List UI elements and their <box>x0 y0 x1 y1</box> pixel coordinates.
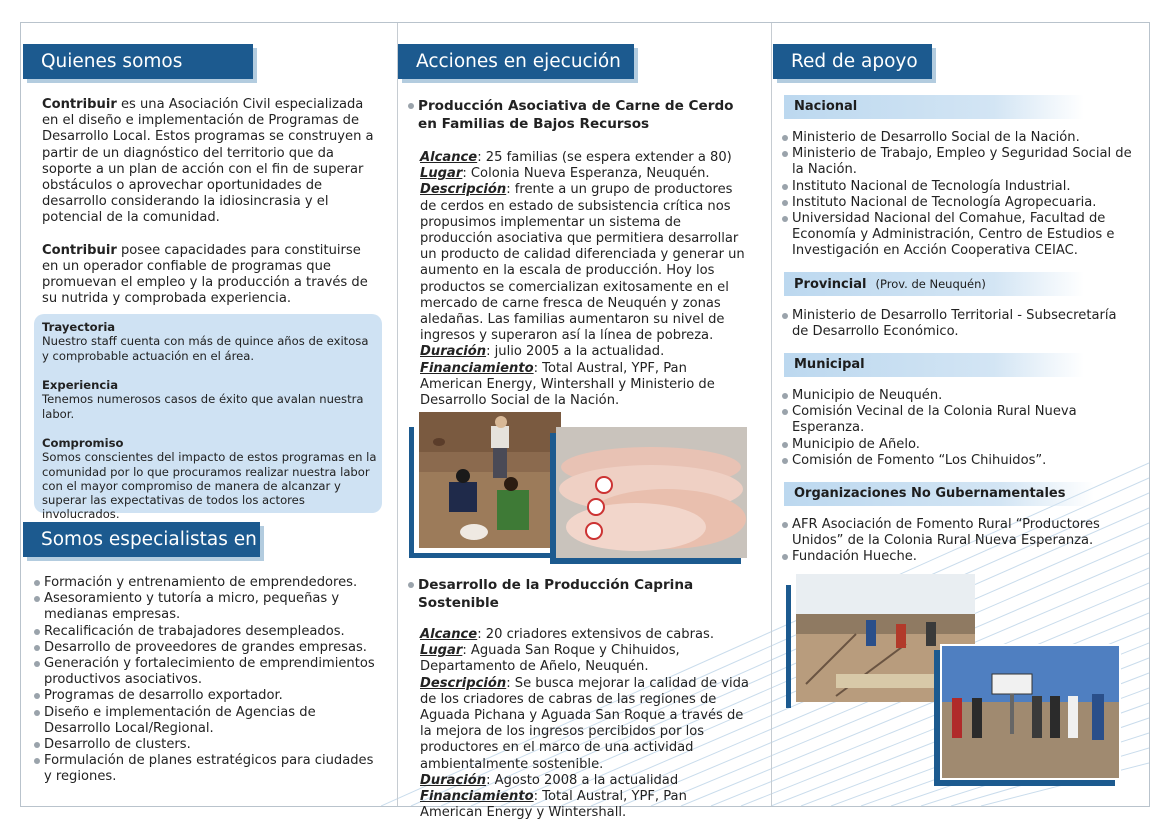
value-title: Experiencia <box>42 378 119 392</box>
provincial-subheading: Provincial (Prov. de Neuquén) <box>784 272 1084 296</box>
value-item <box>42 436 377 522</box>
list-item: Ministerio de Trabajo, Empleo y Seguridad Social de la Nación. <box>782 146 1132 178</box>
value-text: Tenemos numerosos casos de éxito que avalan nuestra labor. <box>42 392 364 421</box>
list-item: Asesoramiento y tutoría a micro, pequeñas y medianas empresas. <box>34 591 378 623</box>
project-2 <box>408 577 750 821</box>
list-item: Ministerio de Desarrollo Social de la Nación. <box>782 130 1132 146</box>
ong-list <box>782 517 1132 566</box>
municipal-subheading: Municipal <box>784 353 1084 377</box>
project-details: Alcance: 25 familias (se espera extender a 80) Lugar: Colonia Nueva Esperanza, Neuquén. Descripción: frente a un grupo de productores de cerdos en estado de subsistencia crítica nos propusimos implementar un sistema de producción asociativa que permitiera desarrollar un producto de calidad diferenciada y generar un aumento en la escala de producción. Hoy los productos se comercializan exitosamente en el mercado de carne fresca de Neuquén y zonas aledañas. Las familias aumentaron su nivel de ingresos y superaron así la línea de pobreza. Duración: julio 2005 a la actualidad. Financiamiento: Total Austral, YPF, Pan American Energy, Wintershall y Ministerio de Desarrollo Social de la Nación. <box>420 150 745 409</box>
list-item: Ministerio de Desarrollo Territorial - Subsecretaría de Desarrollo Económico. <box>782 308 1132 340</box>
list-item: Instituto Nacional de Tecnología Agropecuaria. <box>782 195 1132 211</box>
list-item: Fundación Hueche. <box>782 549 1132 565</box>
pig-farmers-photo <box>419 412 561 548</box>
value-text: Somos conscientes del impacto de estos programas en la comunidad por lo que procuramos realizar nuestra labor con el mayor compromiso de manera de alcanzar y superar las expectativas de todos los actores involucrados. <box>42 450 377 522</box>
specialties-list <box>34 575 378 786</box>
project-title: Producción Asociativa de Carne de Cerdo en Familias de Bajos Recursos <box>408 98 750 133</box>
about-text <box>42 97 380 307</box>
value-title: Compromiso <box>42 436 124 450</box>
intro-paragraph-2: Contribuir posee capacidades para constituirse en un operador confiable de programas que promuevan el empleo y la producción a través de su nutrida y comprobada experiencia. <box>42 242 368 307</box>
list-item: Desarrollo de clusters. <box>34 737 378 753</box>
intro-paragraph-1: Contribuir es una Asociación Civil especializada en el diseño e implementación de Programas de Desarrollo Local. Estos programas se construyen a partir de un diagnóstico del territorio que da soporte a un plan de acción con el fin de superar obstáculos o aprovechar oportunidades de desarrollo considerando la idiosincrasia y el potencial de la comunidad. <box>42 97 374 226</box>
list-item: Desarrollo de proveedores de grandes empresas. <box>34 640 378 656</box>
project-title: Desarrollo de la Producción Caprina Sostenible <box>408 577 750 612</box>
list-item: Comisión Vecinal de la Colonia Rural Nueva Esperanza. <box>782 404 1132 436</box>
project-1 <box>408 98 750 409</box>
red-de-apoyo-heading: Red de apoyo <box>773 44 932 79</box>
list-item: Instituto Nacional de Tecnología Industrial. <box>782 179 1132 195</box>
list-item: AFR Asociación de Fomento Rural “Productores Unidos” de la Colonia Rural Nueva Esperanza. <box>782 517 1132 549</box>
list-item: Generación y fortalecimiento de emprendimientos productivos asociativos. <box>34 656 378 688</box>
especialistas-heading: Somos especialistas en <box>23 522 260 557</box>
photo-frame-bar <box>409 553 561 558</box>
values-panel <box>34 314 382 522</box>
fold-line-1 <box>397 23 398 806</box>
value-title: Trayectoria <box>42 320 116 334</box>
nacional-subheading: Nacional <box>784 95 1084 119</box>
list-item: Formulación de planes estratégicos para ciudades y regiones. <box>34 753 378 785</box>
list-item: Diseño e implementación de Agencias de Desarrollo Local/Regional. <box>34 705 378 737</box>
provincial-list <box>782 308 1132 340</box>
ong-subheading: Organizaciones No Gubernamentales <box>784 482 1094 506</box>
list-item: Municipio de Añelo. <box>782 437 1132 453</box>
value-item <box>42 378 377 421</box>
quienes-somos-heading: Quienes somos <box>23 44 253 79</box>
photo-frame-bar <box>786 585 791 708</box>
project-details: Alcance: 20 criadores extensivos de cabras. Lugar: Aguada San Roque y Chihuidos, Departamento de Añelo, Neuquén. Descripción: Se busca mejorar la calidad de vida de los criadores de cabras de las regiones de Aguada Pichana y Aguada San Roque a través de la mejora de los ingresos percibidos por los productores en el marco de una actividad ambientalmente sostenible. Duración: Agosto 2008 a la actualidad Financiamiento: Total Austral, YPF, Pan American Energy y Wintershall. <box>420 627 749 821</box>
list-item: Comisión de Fomento “Los Chihuidos”. <box>782 453 1132 469</box>
value-text: Nuestro staff cuenta con más de quince años de exitosa y comprobable actuación en el área. <box>42 334 369 363</box>
acciones-heading: Acciones en ejecución <box>398 44 634 79</box>
fold-line-2 <box>771 23 772 806</box>
list-item: Programas de desarrollo exportador. <box>34 688 378 704</box>
list-item: Universidad Nacional del Comahue, Facultad de Economía y Administración, Centro de Estudios e Investigación en Acción Cooperativa CEIAC. <box>782 211 1132 260</box>
photo-frame-bar <box>409 427 414 558</box>
nacional-list <box>782 130 1132 260</box>
pork-meat-photo <box>556 427 747 558</box>
list-item: Recalificación de trabajadores desempleados. <box>34 624 378 640</box>
community-group-photo <box>940 644 1121 780</box>
list-item: Municipio de Neuquén. <box>782 388 1132 404</box>
municipal-list <box>782 388 1132 469</box>
list-item: Formación y entrenamiento de emprendedores. <box>34 575 378 591</box>
value-item <box>42 320 377 363</box>
